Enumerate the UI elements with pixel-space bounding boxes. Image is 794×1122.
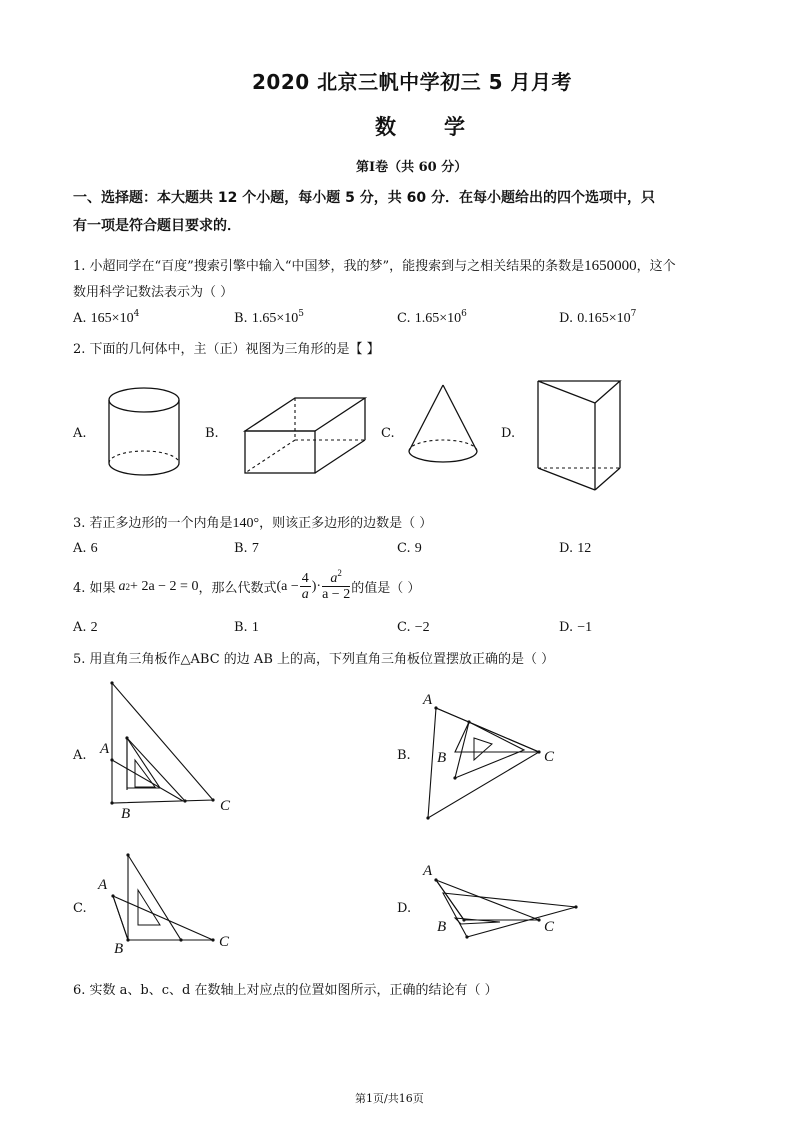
- q5d-point-b: B: [437, 919, 447, 935]
- q2-label-a: A.: [73, 426, 87, 441]
- subject-char-1: 数: [375, 115, 398, 139]
- q4-frac2-exp: 2: [337, 568, 342, 578]
- q5a-point-a: A: [100, 741, 110, 757]
- q4-frac2-den: a − 2: [322, 587, 351, 602]
- q3-text-b: ，则该正多边形的边数是（ ）: [259, 516, 433, 531]
- q5a-point-c: C: [220, 798, 231, 814]
- q4-expr-open: (a −: [276, 578, 299, 594]
- option-exponent: 4: [133, 309, 140, 319]
- exam-title: 2020 北京三帆中学初三 5 月月考: [252, 70, 572, 94]
- q4-expr-close: )·: [311, 578, 322, 594]
- option-value: 9: [414, 541, 422, 556]
- q4-text-a: 4. 如果: [73, 581, 116, 596]
- option-label: A.: [73, 311, 87, 326]
- q1-text-b: ，这个: [636, 259, 676, 274]
- q5b-point-b: B: [437, 750, 447, 766]
- question-4-text: 4. 如果 a 2 + 2a − 2 = 0 ，那么代数式 (a − $\frac{4}{a}$ )· $\frac{a^2}{a - 2}$ 的值是（ ）: [73, 568, 421, 602]
- option-value: 165×10: [90, 311, 134, 326]
- q2-label-d: D.: [501, 426, 516, 441]
- option-exponent: 6: [461, 309, 467, 319]
- q5c-point-b: B: [114, 941, 124, 957]
- option-value: 1.65×10: [414, 311, 462, 326]
- q5-label-b: B.: [397, 748, 411, 763]
- q4-frac1-den: a: [301, 587, 309, 602]
- q4-eq-rest: + 2a − 2 = 0: [130, 578, 199, 594]
- q5a-point-b: B: [121, 806, 131, 822]
- q4-eq-var: a: [118, 578, 126, 594]
- option-value: −2: [414, 620, 430, 635]
- q5b-point-c: C: [544, 749, 555, 765]
- option-label: C.: [397, 620, 411, 635]
- q5d-point-a: A: [423, 863, 433, 879]
- q5-label-a: A.: [73, 748, 87, 763]
- option-value: 2: [90, 620, 98, 635]
- q4-frac1-num: 4: [301, 571, 309, 586]
- question-1-line2: 数用科学记数法表示为（ ）: [73, 285, 234, 300]
- option-label: C.: [397, 311, 411, 326]
- q5-label-d: D.: [397, 901, 412, 916]
- option-label: D.: [559, 311, 574, 326]
- q1-text-a: 1. 小超同学在“百度”搜索引擎中输入“中国梦，我的梦”，能搜索到与之相关结果的条数是: [73, 259, 585, 274]
- q5c-point-a: A: [98, 877, 108, 893]
- question-2-text: 2. 下面的几何体中，主（正）视图为三角形的是【 】: [73, 342, 380, 357]
- option-value: −1: [577, 620, 593, 635]
- option-label: C.: [397, 541, 411, 556]
- q4-text-c: 的值是（ ）: [351, 581, 421, 596]
- q5-label-c: C.: [73, 901, 87, 916]
- option-value: 12: [577, 541, 592, 556]
- option-label: B.: [234, 311, 248, 326]
- option-label: D.: [559, 541, 574, 556]
- option-label: B.: [234, 541, 248, 556]
- q4-frac2-num: a: [330, 571, 338, 586]
- option-value: 6: [90, 541, 98, 556]
- page-footer: 第1页/共16页: [355, 1092, 424, 1105]
- option-exponent: 7: [630, 309, 637, 319]
- option-value: 0.165×10: [577, 311, 631, 326]
- section-heading-line2: 有一项是符合题目要求的．: [73, 218, 241, 234]
- q3-angle: 140°: [232, 516, 260, 531]
- option-value: 1.65×10: [251, 311, 299, 326]
- option-value: 7: [251, 541, 259, 556]
- q2-label-c: C.: [381, 426, 395, 441]
- q5d-point-c: C: [544, 919, 555, 935]
- option-exponent: 5: [298, 309, 304, 319]
- question-6-text: 6. 实数 a、b、c、d 在数轴上对应点的位置如图所示，正确的结论有（ ）: [73, 983, 498, 998]
- q2-label-b: B.: [205, 426, 219, 441]
- part-heading: 第Ⅰ卷（共 60 分）: [356, 160, 468, 175]
- q5c-point-c: C: [219, 934, 230, 950]
- option-value: 1: [251, 620, 259, 635]
- q4-text-b: ，那么代数式: [198, 581, 277, 596]
- option-label: D.: [559, 620, 574, 635]
- question-5-text: 5. 用直角三角板作△ABC 的边 AB 上的高，下列直角三角板位置摆放正确的是（ ）: [73, 652, 555, 667]
- subject-char-2: 学: [444, 115, 467, 139]
- option-label: B.: [234, 620, 248, 635]
- q5b-point-a: A: [423, 692, 433, 708]
- q1-number: 1650000: [584, 258, 637, 274]
- q3-text-a: 3. 若正多边形的一个内角是: [73, 516, 233, 531]
- section-heading-line1: 一、选择题：本大题共 12 个小题，每小题 5 分，共 60 分．在每小题给出的四个选项中，只: [73, 190, 655, 206]
- option-label: A.: [73, 620, 87, 635]
- option-label: A.: [73, 541, 87, 556]
